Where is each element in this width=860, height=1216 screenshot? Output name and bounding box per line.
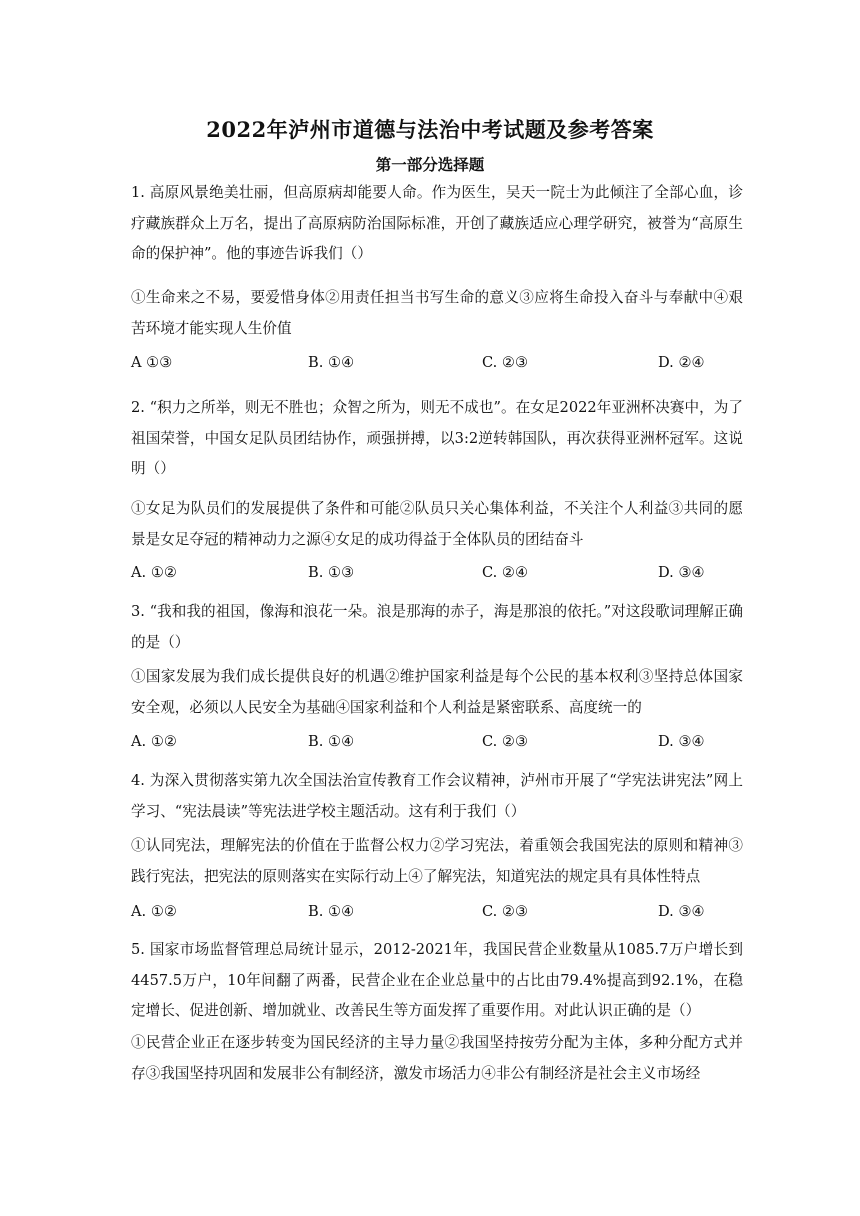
section-heading: 第一部分选择题: [375, 155, 485, 174]
option-c[interactable]: C. ②③: [482, 903, 529, 920]
option-b[interactable]: B. ①④: [308, 354, 355, 371]
option-d[interactable]: D. ③④: [658, 564, 705, 581]
option-d[interactable]: D. ③④: [658, 903, 705, 920]
option-b[interactable]: B. ①③: [308, 564, 355, 581]
question-1-stem: 1. 高原风景绝美壮丽，但高原病却能要人命。作为医生，吴天一院士为此倾注了全部心血，诊疗藏族群众上万名，提出了高原病防治国际标准，开创了藏族适应心理学研究，被誉为“高原生命的保护神”。他的事迹告诉我们（）: [131, 184, 743, 262]
question-1-options: [131, 354, 743, 378]
question-2-options: [131, 564, 743, 588]
document-title: 2022年泸州市道德与法治中考试题及参考答案: [206, 117, 654, 142]
option-c[interactable]: C. ②③: [482, 354, 529, 371]
option-d[interactable]: D. ②④: [658, 354, 705, 371]
question-3-stem: 3. “我和我的祖国，像海和浪花一朵。浪是那海的赤子，海是那浪的依托。”对这段歌词理解正确的是（）: [131, 603, 743, 651]
question-4-stem: 4. 为深入贯彻落实第九次全国法治宣传教育工作会议精神，泸州市开展了“学宪法讲宪法”网上学习、“宪法晨读”等宪法进学校主题活动。这有利于我们（）: [131, 772, 743, 820]
question-2-items: ①女足为队员们的发展提供了条件和可能②队员只关心集体利益，不关注个人利益③共同的愿景是女足夺冠的精神动力之源④女足的成功得益于全体队员的团结奋斗: [131, 500, 743, 548]
option-a[interactable]: A. ①②: [131, 733, 177, 750]
option-a[interactable]: A ①③: [131, 354, 173, 371]
option-a[interactable]: A. ①②: [131, 903, 177, 920]
option-d[interactable]: D. ③④: [658, 733, 705, 750]
option-c[interactable]: C. ②④: [482, 564, 529, 581]
question-2-stem: 2. “积力之所举，则无不胜也；众智之所为，则无不成也”。在女足2022年亚洲杯决赛中，为了祖国荣誉，中国女足队员团结协作，顽强拼搏，以3:2逆转韩国队，再次获得亚洲杯冠军。这说明（）: [131, 399, 743, 477]
option-a[interactable]: A. ①②: [131, 564, 177, 581]
option-c[interactable]: C. ②③: [482, 733, 529, 750]
question-4-items: ①认同宪法，理解宪法的价值在于监督公权力②学习宪法，着重领会我国宪法的原则和精神③践行宪法，把宪法的原则落实在实际行动上④了解宪法，知道宪法的规定具有具体性特点: [131, 837, 743, 885]
question-3-items: ①国家发展为我们成长提供良好的机遇②维护国家利益是每个公民的基本权利③坚持总体国家安全观，必须以人民安全为基础④国家利益和个人利益是紧密联系、高度统一的: [131, 668, 743, 716]
question-3-options: [131, 733, 743, 757]
option-b[interactable]: B. ①④: [308, 903, 355, 920]
question-4-options: [131, 903, 743, 927]
question-5-items: ①民营企业正在逐步转变为国民经济的主导力量②我国坚持按劳分配为主体，多种分配方式并存③我国坚持巩固和发展非公有制经济，激发市场活力④非公有制经济是社会主义市场经: [131, 1034, 743, 1082]
question-5-stem: 5. 国家市场监督管理总局统计显示，2012-2021年，我国民营企业数量从1085.7万户增长到4457.5万户，10年间翻了两番，民营企业在企业总量中的占比由79.4%提高到92.1%，在稳定增长、促进创新、增加就业、改善民生等方面发挥了重要作用。对此认识正确的是（）: [131, 941, 743, 1019]
question-1-items: ①生命来之不易，要爱惜身体②用责任担当书写生命的意义③应将生命投入奋斗与奉献中④艰苦环境才能实现人生价值: [131, 289, 743, 337]
option-b[interactable]: B. ①④: [308, 733, 355, 750]
